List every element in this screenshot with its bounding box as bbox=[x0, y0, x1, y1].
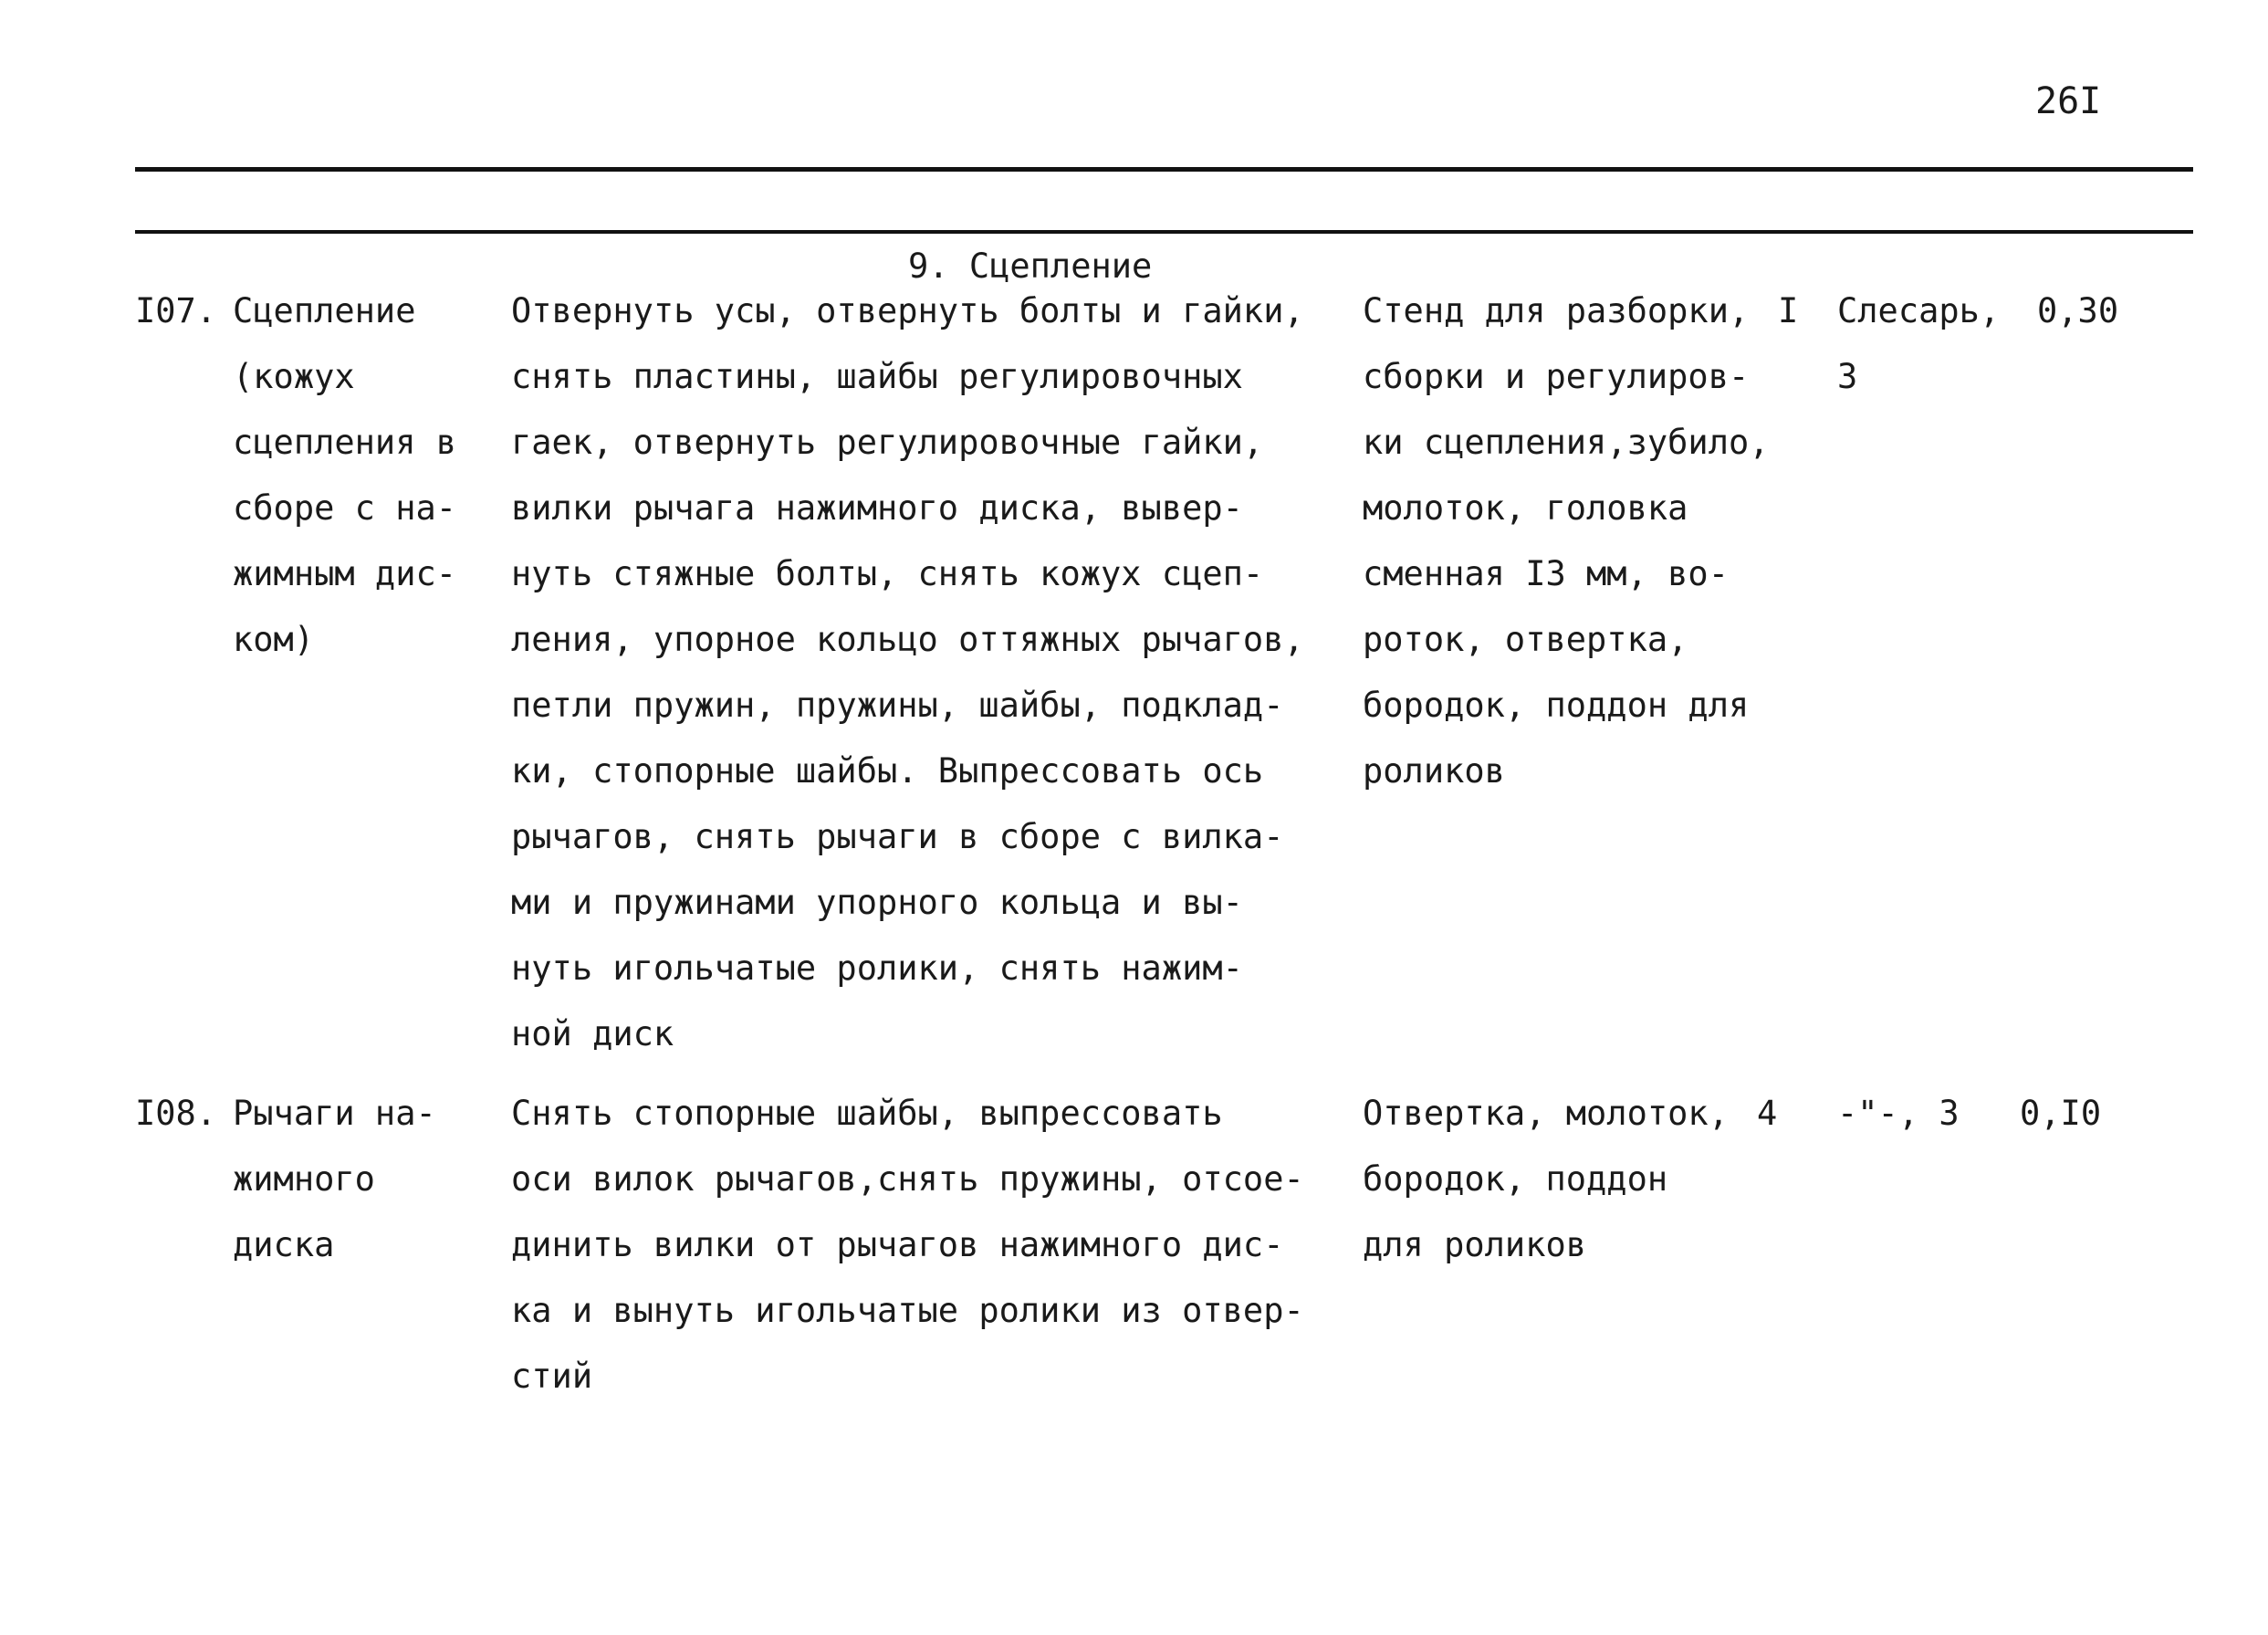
row-operation-line: динить вилки от рычагов нажимного дис- bbox=[511, 1225, 1284, 1264]
row-equipment bbox=[1363, 1081, 1729, 1278]
section-title: 9. Сцепление bbox=[908, 246, 1153, 286]
row-operation-line: Снять стопорные шайбы, выпрессовать bbox=[511, 1094, 1223, 1133]
row-operation-line: Отвернуть усы, отвернуть болты и гайки, bbox=[511, 291, 1304, 330]
row-equipment-line: роликов bbox=[1363, 751, 1505, 791]
row-number: I07. bbox=[135, 291, 217, 330]
row-name bbox=[233, 1081, 436, 1278]
row-operation-line: рычагов, снять рычаги в сборе с вилка- bbox=[511, 817, 1284, 856]
row-operation-line: стий bbox=[511, 1357, 593, 1396]
row-equipment-line: сборки и регулиров- bbox=[1363, 357, 1750, 396]
row-operation-line: ка и вынуть игольчатые ролики из отвер- bbox=[511, 1291, 1304, 1330]
row-worker-line: Слесарь, bbox=[1837, 291, 2001, 330]
row-count: I bbox=[1778, 291, 1799, 330]
row-operation-line: петли пружин, пружины, шайбы, подклад- bbox=[511, 686, 1284, 725]
row-time: 0,I0 bbox=[2020, 1094, 2102, 1133]
header-rule-bottom bbox=[135, 230, 2193, 234]
row-name-line: сцепления в bbox=[233, 423, 457, 462]
row-name-line: Рычаги на- bbox=[233, 1094, 436, 1133]
row-worker bbox=[1837, 278, 2000, 410]
row-operation-line: оси вилок рычагов,снять пружины, отсое- bbox=[511, 1159, 1304, 1199]
row-operation bbox=[511, 278, 1304, 1067]
row-equipment-line: Отвертка, молоток, bbox=[1363, 1094, 1729, 1133]
row-operation-line: ки, стопорные шайбы. Выпрессовать ось bbox=[511, 751, 1264, 791]
row-operation-line: снять пластины, шайбы регулировочных bbox=[511, 357, 1243, 396]
row-operation bbox=[511, 1081, 1304, 1410]
row-operation-line: ления, упорное кольцо оттяжных рычагов, bbox=[511, 620, 1304, 659]
row-operation-line: ми и пружинами упорного кольца и вы- bbox=[511, 883, 1243, 922]
row-name-line: ком) bbox=[233, 620, 315, 659]
row-operation-line: нуть игольчатые ролики, снять нажим- bbox=[511, 949, 1243, 988]
row-count: 4 bbox=[1757, 1094, 1778, 1133]
row-equipment-line: бородок, поддон для bbox=[1363, 686, 1750, 725]
row-name-line: жимным дис- bbox=[233, 554, 457, 593]
header-rule-top bbox=[135, 167, 2193, 172]
row-equipment-line: сменная I3 мм, во- bbox=[1363, 554, 1729, 593]
row-worker bbox=[1837, 1081, 1960, 1147]
row-operation-line: ной диск bbox=[511, 1014, 674, 1053]
row-equipment-line: ки сцепления,зубило, bbox=[1363, 423, 1770, 462]
row-number: I08. bbox=[135, 1094, 217, 1133]
row-name-line: сборе с на- bbox=[233, 488, 457, 528]
page-number: 26I bbox=[2035, 80, 2102, 122]
row-equipment bbox=[1363, 278, 1770, 804]
row-worker-line: 3 bbox=[1837, 357, 1858, 396]
row-name-line: жимного bbox=[233, 1159, 375, 1199]
row-operation-line: нуть стяжные болты, снять кожух сцеп- bbox=[511, 554, 1264, 593]
row-name-line: (кожух bbox=[233, 357, 355, 396]
row-name-line: Сцепление bbox=[233, 291, 416, 330]
row-time: 0,30 bbox=[2037, 291, 2119, 330]
row-name-line: диска bbox=[233, 1225, 335, 1264]
row-equipment-line: для роликов bbox=[1363, 1225, 1587, 1264]
row-operation-line: гаек, отвернуть регулировочные гайки, bbox=[511, 423, 1264, 462]
row-operation-line: вилки рычага нажимного диска, вывер- bbox=[511, 488, 1243, 528]
row-equipment-line: роток, отвертка, bbox=[1363, 620, 1688, 659]
row-name bbox=[233, 278, 456, 673]
row-equipment-line: молоток, головка bbox=[1363, 488, 1688, 528]
row-equipment-line: бородок, поддон bbox=[1363, 1159, 1668, 1199]
row-equipment-line: Стенд для разборки, bbox=[1363, 291, 1750, 330]
row-worker-line: -"-, 3 bbox=[1837, 1094, 1960, 1133]
